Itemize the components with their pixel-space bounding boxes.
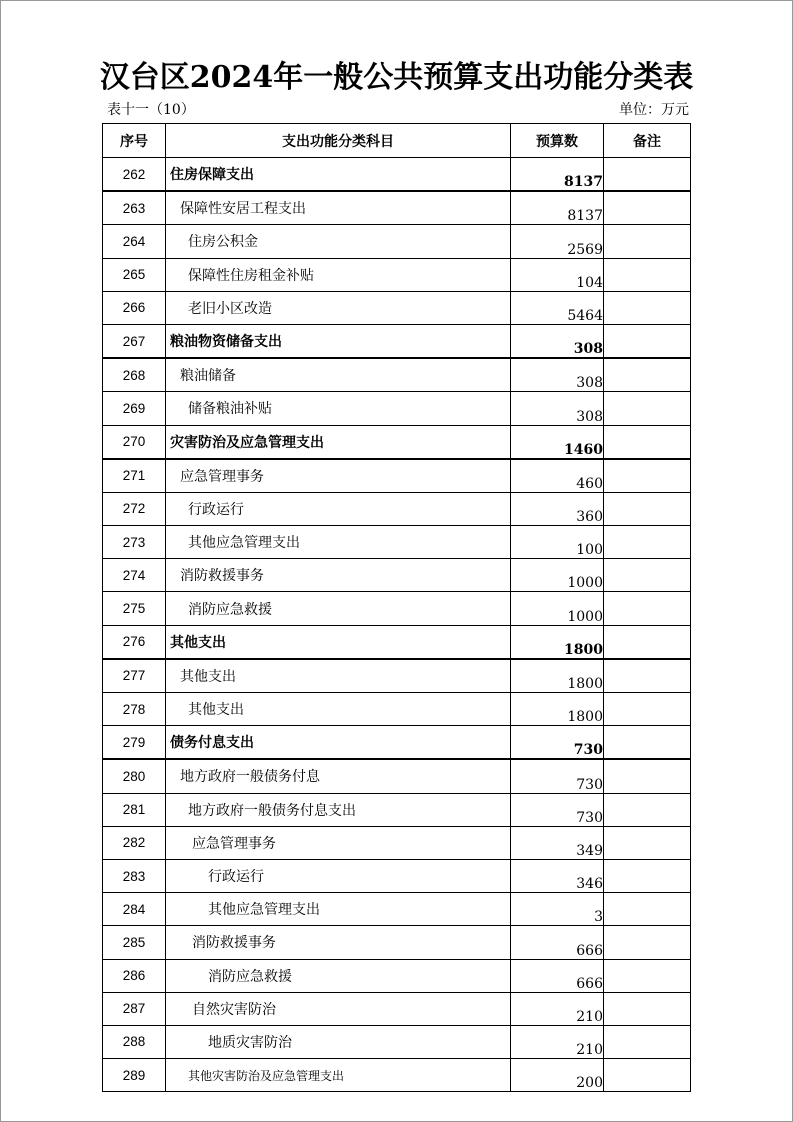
note-cell (604, 1059, 691, 1092)
table-row (103, 693, 691, 726)
table-row (103, 793, 691, 826)
table-number: 表十一（10） (107, 102, 195, 118)
row-number: 276 (103, 625, 166, 659)
budget-amount: 460 (511, 459, 604, 493)
note-cell (604, 793, 691, 826)
note-cell (604, 1025, 691, 1058)
category-name: 消防救援事务 (166, 926, 511, 959)
note-cell (604, 459, 691, 493)
budget-table (102, 123, 691, 1092)
row-number: 289 (103, 1059, 166, 1092)
row-number: 270 (103, 425, 166, 459)
table-row (103, 158, 691, 192)
category-name: 其他应急管理支出 (166, 893, 511, 926)
row-number: 271 (103, 459, 166, 493)
table-row (103, 1059, 691, 1092)
note-cell (604, 992, 691, 1025)
budget-amount: 3 (511, 893, 604, 926)
table-row (103, 592, 691, 625)
category-name: 自然灾害防治 (166, 992, 511, 1025)
row-number: 273 (103, 526, 166, 559)
category-name: 地方政府一般债务付息 (166, 759, 511, 793)
note-cell (604, 559, 691, 592)
category-name: 灾害防治及应急管理支出 (166, 425, 511, 459)
table-row (103, 324, 691, 358)
table-row (103, 526, 691, 559)
budget-amount: 666 (511, 926, 604, 959)
note-cell (604, 324, 691, 358)
row-number: 277 (103, 659, 166, 693)
budget-amount: 666 (511, 959, 604, 992)
note-cell (604, 659, 691, 693)
budget-amount: 8137 (511, 158, 604, 192)
row-number: 275 (103, 592, 166, 625)
budget-amount: 360 (511, 492, 604, 525)
note-cell (604, 693, 691, 726)
row-number: 274 (103, 559, 166, 592)
table-row (103, 759, 691, 793)
budget-amount: 104 (511, 258, 604, 291)
category-name: 消防应急救援 (166, 959, 511, 992)
note-cell (604, 492, 691, 525)
note-cell (604, 592, 691, 625)
table-row (103, 392, 691, 425)
budget-amount: 730 (511, 793, 604, 826)
budget-amount: 1800 (511, 625, 604, 659)
row-number: 287 (103, 992, 166, 1025)
category-name: 其他支出 (166, 659, 511, 693)
note-cell (604, 191, 691, 225)
budget-amount: 308 (511, 392, 604, 425)
header-note: 备注 (604, 124, 691, 158)
budget-amount: 308 (511, 358, 604, 392)
row-number: 280 (103, 759, 166, 793)
category-name: 其他支出 (166, 625, 511, 659)
row-number: 262 (103, 158, 166, 192)
note-cell (604, 625, 691, 659)
category-name: 消防应急救援 (166, 592, 511, 625)
row-number: 269 (103, 392, 166, 425)
row-number: 265 (103, 258, 166, 291)
row-number: 278 (103, 693, 166, 726)
table-row (103, 492, 691, 525)
budget-amount: 1800 (511, 659, 604, 693)
category-name: 粮油物资储备支出 (166, 324, 511, 358)
header-no: 序号 (103, 124, 166, 158)
table-row (103, 992, 691, 1025)
table-row (103, 191, 691, 225)
budget-amount: 8137 (511, 191, 604, 225)
table-body (103, 158, 691, 1092)
budget-amount: 210 (511, 992, 604, 1025)
header-amount: 预算数 (511, 124, 604, 158)
budget-amount: 730 (511, 726, 604, 760)
table-row (103, 726, 691, 760)
row-number: 288 (103, 1025, 166, 1058)
note-cell (604, 959, 691, 992)
table-row (103, 291, 691, 324)
table-row (103, 959, 691, 992)
row-number: 284 (103, 893, 166, 926)
budget-amount: 346 (511, 859, 604, 892)
note-cell (604, 893, 691, 926)
row-number: 264 (103, 225, 166, 258)
table-row (103, 425, 691, 459)
page-title: 汉台区2024年一般公共预算支出功能分类表 (99, 60, 694, 95)
category-name: 应急管理事务 (166, 459, 511, 493)
note-cell (604, 425, 691, 459)
row-number: 263 (103, 191, 166, 225)
category-name: 应急管理事务 (166, 826, 511, 859)
category-name: 地质灾害防治 (166, 1025, 511, 1058)
table-row (103, 859, 691, 892)
budget-amount: 210 (511, 1025, 604, 1058)
row-number: 285 (103, 926, 166, 959)
table-row (103, 625, 691, 659)
note-cell (604, 859, 691, 892)
header-row (103, 124, 691, 158)
note-cell (604, 158, 691, 192)
budget-amount: 2569 (511, 225, 604, 258)
note-cell (604, 258, 691, 291)
category-name: 保障性住房租金补贴 (166, 258, 511, 291)
category-name: 债务付息支出 (166, 726, 511, 760)
budget-amount: 200 (511, 1059, 604, 1092)
table-row (103, 358, 691, 392)
table-row (103, 826, 691, 859)
row-number: 267 (103, 324, 166, 358)
note-cell (604, 291, 691, 324)
category-name: 行政运行 (166, 492, 511, 525)
budget-amount: 1460 (511, 425, 604, 459)
row-number: 282 (103, 826, 166, 859)
category-name: 住房公积金 (166, 225, 511, 258)
header-name: 支出功能分类科目 (166, 124, 511, 158)
budget-amount: 100 (511, 526, 604, 559)
budget-amount: 349 (511, 826, 604, 859)
budget-amount: 5464 (511, 291, 604, 324)
unit-label: 单位：万元 (619, 102, 689, 118)
note-cell (604, 926, 691, 959)
category-name: 保障性安居工程支出 (166, 191, 511, 225)
note-cell (604, 392, 691, 425)
table-row (103, 559, 691, 592)
table-row (103, 659, 691, 693)
note-cell (604, 526, 691, 559)
note-cell (604, 826, 691, 859)
row-number: 283 (103, 859, 166, 892)
row-number: 286 (103, 959, 166, 992)
category-name: 老旧小区改造 (166, 291, 511, 324)
table-row (103, 926, 691, 959)
row-number: 268 (103, 358, 166, 392)
table-row (103, 258, 691, 291)
row-number: 266 (103, 291, 166, 324)
budget-amount: 1000 (511, 559, 604, 592)
category-name: 地方政府一般债务付息支出 (166, 793, 511, 826)
category-name: 住房保障支出 (166, 158, 511, 192)
note-cell (604, 358, 691, 392)
table-row (103, 1025, 691, 1058)
category-name: 其他灾害防治及应急管理支出 (166, 1059, 511, 1092)
budget-amount: 1000 (511, 592, 604, 625)
category-name: 其他应急管理支出 (166, 526, 511, 559)
category-name: 其他支出 (166, 693, 511, 726)
budget-amount: 308 (511, 324, 604, 358)
note-cell (604, 225, 691, 258)
table-row (103, 459, 691, 493)
table-row (103, 225, 691, 258)
note-cell (604, 726, 691, 760)
budget-amount: 730 (511, 759, 604, 793)
row-number: 281 (103, 793, 166, 826)
category-name: 粮油储备 (166, 358, 511, 392)
note-cell (604, 759, 691, 793)
budget-amount: 1800 (511, 693, 604, 726)
row-number: 272 (103, 492, 166, 525)
row-number: 279 (103, 726, 166, 760)
category-name: 储备粮油补贴 (166, 392, 511, 425)
category-name: 行政运行 (166, 859, 511, 892)
category-name: 消防救援事务 (166, 559, 511, 592)
table-row (103, 893, 691, 926)
